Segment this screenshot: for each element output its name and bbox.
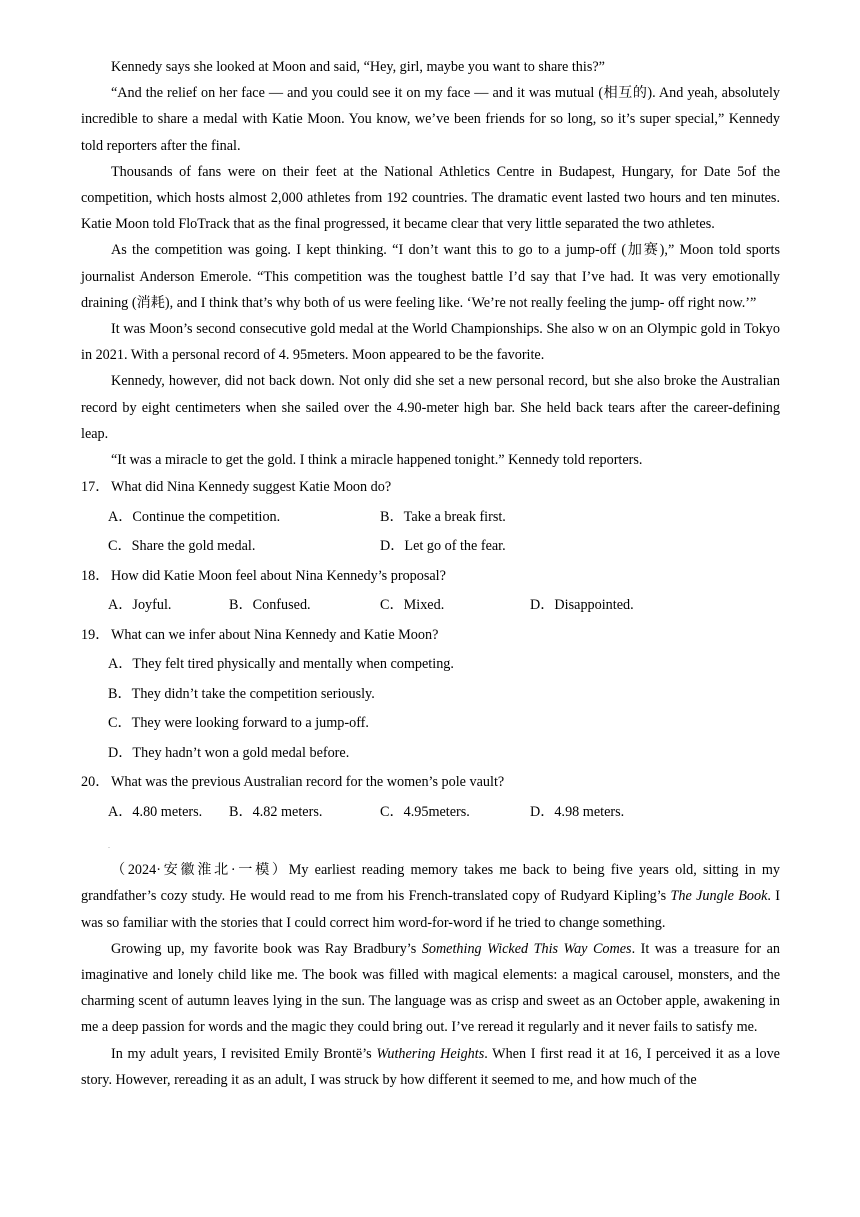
question-number: 20． xyxy=(81,774,110,791)
question-number: 18． xyxy=(81,567,110,584)
options-row xyxy=(81,591,780,621)
question-text: How did Katie Moon feel about Nina Kennedy’s proposal? xyxy=(111,567,446,584)
paragraph xyxy=(81,1041,780,1093)
text-run: . When I first read it at 16, I perceived it as a love story. However, rereading it as an adult, I was struck by how different it seemed to me, and how much of the xyxy=(81,1045,780,1088)
option-b: B．Confused. xyxy=(229,597,311,614)
option-b: B．Take a break first. xyxy=(380,508,506,525)
option-c: C．Share the gold medal. xyxy=(108,538,256,555)
paragraph: As the competition was going. I kept thinking. “I don’t want this to go to a jump-off (加赛),” Moon told sports journalist Anderson Emerole. “This competition was the toughest battle I’d say that I’ve had. It was very emotionally draining (消耗), and I think that’s why both of us were feeling like. ‘We’re not really feeling the jump- off right now.’” xyxy=(81,242,780,311)
option-a: A．4.80 meters. xyxy=(108,803,203,820)
question-text: What was the previous Australian record for the women’s pole vault? xyxy=(111,774,505,791)
question-number: 17． xyxy=(81,479,110,496)
paragraph xyxy=(81,857,780,936)
paragraph xyxy=(81,936,780,1041)
option-c: C．4.95meters. xyxy=(380,803,470,820)
paragraph: “It was a miracle to get the gold. I think a miracle happened tonight.” Kennedy told reporters. xyxy=(111,452,643,469)
question-text: What did Nina Kennedy suggest Katie Moon do? xyxy=(111,479,392,496)
question-number: 19． xyxy=(81,626,110,643)
text-run: Growing up, my favorite book was Ray Bradbury’s xyxy=(111,940,422,957)
text-run: . It was a treasure for an imaginative and lonely child like me. The book was filled with magical elements: a magical carousel, monsters, and the charming scent of autumn leaves lying in the sun. The language was as crisp and sweet as an October apple, awakening in me a deep passion for words and the magic they could bring out. I’ve reread it regularly and it never fails to satisfy me. xyxy=(81,940,780,1036)
text-run: In my adult years, I revisited Emily Brontë’s xyxy=(111,1045,377,1062)
paragraph: It was Moon’s second consecutive gold medal at the World Championships. She also w on an Olympic gold in Tokyo in 2021. With a personal record of 4. 95meters. Moon appeared to be the favorite. xyxy=(81,321,780,364)
option-a: A．Joyful. xyxy=(108,597,172,614)
question-text: What can we infer about Nina Kennedy and Katie Moon? xyxy=(111,626,439,643)
option-d: D．They hadn’t won a gold medal before. xyxy=(108,744,350,761)
option-a: A．They felt tired physically and mentally when competing. xyxy=(108,656,454,673)
text-run: . I was so familiar with the stories that I could correct him word-for-word if he tried to change something. xyxy=(81,888,781,931)
options-row xyxy=(81,503,780,533)
option-a: A．Continue the competition. xyxy=(108,508,281,525)
option-b: B．They didn’t take the competition seriously. xyxy=(108,685,375,702)
book-title: The Jungle Book xyxy=(670,888,768,905)
option-c: C．They were looking forward to a jump-off. xyxy=(108,715,369,732)
question-17 xyxy=(81,473,780,503)
option-d: D．Disappointed. xyxy=(530,597,634,614)
question-18 xyxy=(81,562,780,592)
option-d: D．4.98 meters. xyxy=(530,803,625,820)
text-run: My earliest reading memory takes me back to being five years old, sitting in my grandfather’s cozy study. He would read to me from his French-translated copy of Rudyard Kipling’s xyxy=(81,862,781,905)
options-row xyxy=(81,798,780,828)
source-tag: （2024·安徽淮北·一模） xyxy=(111,862,289,879)
option-c: C．Mixed. xyxy=(380,597,445,614)
question-19 xyxy=(81,621,780,651)
document-page xyxy=(81,54,780,1093)
paragraph: Kennedy, however, did not back down. Not only did she set a new personal record, but she also broke the Australian record by eight centimeters when she sailed over the 4.90-meter high bar. She held back tears after the career-defining leap. xyxy=(81,373,780,442)
option-d: D．Let go of the fear. xyxy=(380,538,506,555)
separator xyxy=(81,827,780,857)
option-b: B．4.82 meters. xyxy=(229,803,323,820)
options-row xyxy=(81,532,780,562)
paragraph: Kennedy says she looked at Moon and said, “Hey, girl, maybe you want to share this?” xyxy=(111,59,605,75)
book-title: Wuthering Heights xyxy=(376,1045,485,1062)
question-20 xyxy=(81,768,780,798)
separator-dot: . xyxy=(108,841,110,851)
book-title: Something Wicked This Way Comes xyxy=(421,940,632,957)
paragraph: “And the relief on her face — and you could see it on my face — and it was mutual (相互的). And yeah, absolutely incredible to share a medal with Katie Moon. You know, we’ve been friends for so long, so it’s super special,” Kennedy told reporters after the final. xyxy=(81,85,780,154)
paragraph: Thousands of fans were on their feet at the National Athletics Centre in Budapest, Hungary, for Date 5of the competition, which hosts almost 2,000 athletes from 192 countries. The dramatic event lasted two hours and ten minutes. Katie Moon told FloTrack that as the final progressed, it became clear that very little separated the two athletes. xyxy=(81,163,780,233)
